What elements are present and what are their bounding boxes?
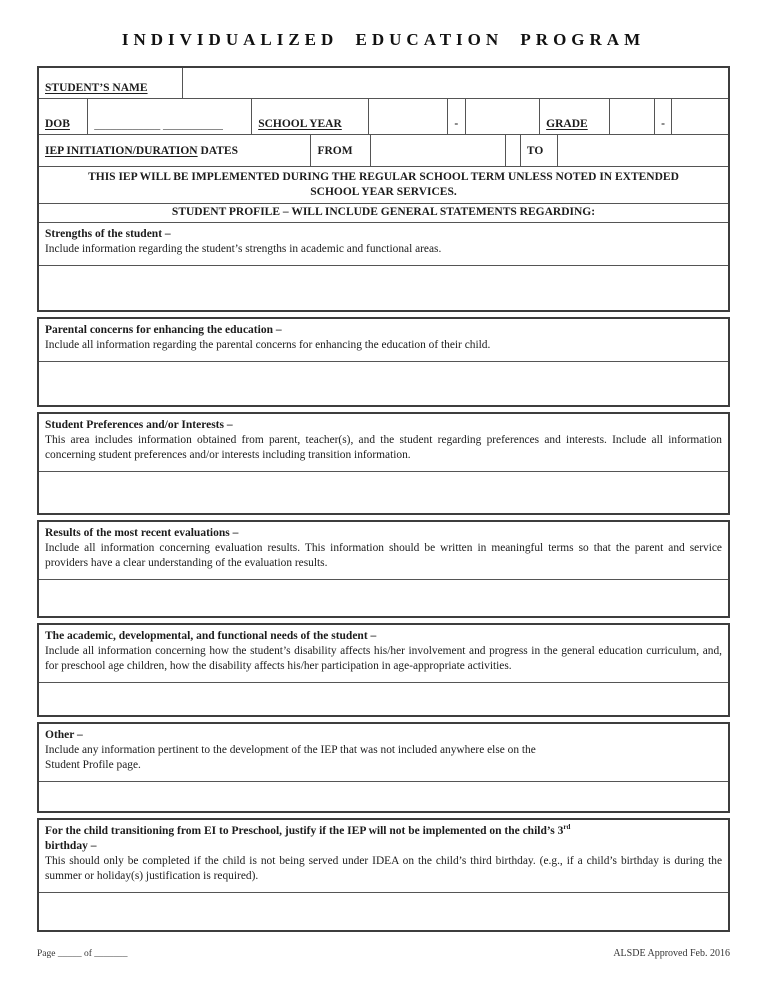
section-title-text: For the child transitioning from EI to Preschool, justify if the IEP will not be implemented on the child’s 3 (45, 825, 564, 837)
school-year-second-field[interactable] (465, 99, 539, 134)
section-description-line2: Student Profile page. (45, 759, 141, 771)
section-strengths (39, 222, 728, 265)
students-name-row (39, 68, 728, 98)
section-header (39, 319, 728, 361)
grade-second-field[interactable] (671, 99, 728, 134)
school-year-label: SCHOOL YEAR (258, 118, 342, 130)
section-description: Include all information concerning how the student’s disability affects his/her involvement and progress in the general education curriculum, and, for preschool age children, how the disability affects his/her participation in age-appropriate activities. (45, 645, 722, 672)
section-other (37, 722, 730, 813)
grade-dash: - (661, 118, 665, 130)
section-description: Include all information concerning evaluation results. This information should be written in meaningful terms so that the parent and service providers have a clear understanding of the evaluation results. (45, 542, 722, 569)
from-label-cell (310, 135, 370, 166)
grade-first-field[interactable] (609, 99, 654, 134)
to-label-cell (520, 135, 557, 166)
to-label: TO (526, 144, 544, 157)
section-title: Results of the most recent evaluations – (45, 527, 239, 539)
section-description: Include information regarding the student’s strengths in academic and functional areas. (45, 243, 442, 255)
response-area-other[interactable] (39, 781, 728, 811)
implementation-notice (39, 166, 728, 203)
section-description: This should only be completed if the child is not being served under IDEA on the child’s third birthday. (e.g., if a child’s birthday is during the summer or holiday(s) justification is required). (45, 855, 722, 882)
section-preferences-interests (37, 412, 730, 515)
response-area-parental-concerns[interactable] (39, 361, 728, 405)
students-name-label-cell (39, 68, 182, 98)
school-year-dash-cell (447, 99, 465, 134)
implementation-notice-line2: SCHOOL YEAR SERVICES. (310, 185, 457, 198)
section-description: This area includes information obtained from parent, teacher(s), and the student regarding preferences and interests. Include all information concerning student preferences and/or interests including transition information. (45, 434, 722, 461)
section-header (39, 522, 728, 579)
dob-label: DOB (45, 118, 70, 130)
iep-dates-row (39, 134, 728, 166)
section-title: The academic, developmental, and functional needs of the student – (45, 630, 377, 642)
section-title-line2: birthday – (45, 840, 97, 852)
section-title-superscript: rd (563, 823, 571, 832)
page-title: INDIVIDUALIZED EDUCATION PROGRAM (121, 30, 646, 49)
from-label: FROM (317, 144, 353, 157)
page-number-line: Page _____ of _______ (37, 949, 128, 959)
page-footer (37, 948, 730, 959)
form-header-block (37, 66, 730, 312)
grade-label: GRADE (546, 118, 588, 130)
section-title: Strengths of the student – (45, 228, 171, 240)
students-name-field[interactable] (182, 68, 728, 98)
dob-blank-line: ____________ ___________ (94, 120, 224, 130)
section-header (39, 414, 728, 471)
grade-label-cell (539, 99, 609, 134)
grade-dash-cell (654, 99, 672, 134)
response-area-evaluations[interactable] (39, 579, 728, 616)
section-title: Other – (45, 729, 83, 741)
section-title: Student Preferences and/or Interests – (45, 419, 233, 431)
from-date-field[interactable] (370, 135, 504, 166)
section-title (45, 824, 722, 854)
iep-dates-label: IEP INITIATION/DURATION (45, 144, 198, 157)
section-title: Parental concerns for enhancing the education – (45, 324, 282, 336)
student-profile-heading: STUDENT PROFILE – WILL INCLUDE GENERAL STATEMENTS REGARDING: (39, 203, 728, 222)
section-header (39, 820, 728, 892)
section-parental-concerns (37, 317, 730, 407)
response-area-ei-transition[interactable] (39, 892, 728, 930)
section-header (39, 625, 728, 682)
school-year-label-cell (251, 99, 367, 134)
dob-schoolyear-grade-row (39, 98, 728, 134)
dob-field[interactable] (87, 99, 251, 134)
school-year-dash: - (454, 118, 459, 130)
response-area-preferences[interactable] (39, 471, 728, 513)
response-area-needs[interactable] (39, 682, 728, 715)
response-area-strengths[interactable] (39, 265, 728, 310)
section-header (39, 724, 728, 781)
section-student-needs (37, 623, 730, 717)
section-evaluation-results (37, 520, 730, 618)
spacer-cell (505, 135, 520, 166)
to-date-field[interactable] (557, 135, 728, 166)
section-description: Include all information regarding the parental concerns for enhancing the education of their child. (45, 339, 491, 351)
section-ei-transition (37, 818, 730, 932)
dob-label-cell (39, 99, 87, 134)
section-description-line1: Include any information pertinent to the development of the IEP that was not included anywhere else on the (45, 744, 536, 756)
approval-text: ALSDE Approved Feb. 2016 (613, 948, 730, 959)
section-description (45, 743, 722, 773)
iep-dates-label-rest: DATES (200, 144, 238, 157)
iep-dates-label-cell (39, 135, 310, 166)
school-year-first-field[interactable] (368, 99, 447, 134)
students-name-label: STUDENT’S NAME (45, 82, 148, 94)
implementation-notice-line1: THIS IEP WILL BE IMPLEMENTED DURING THE REGULAR SCHOOL TERM UNLESS NOTED IN EXTENDED (88, 171, 679, 183)
